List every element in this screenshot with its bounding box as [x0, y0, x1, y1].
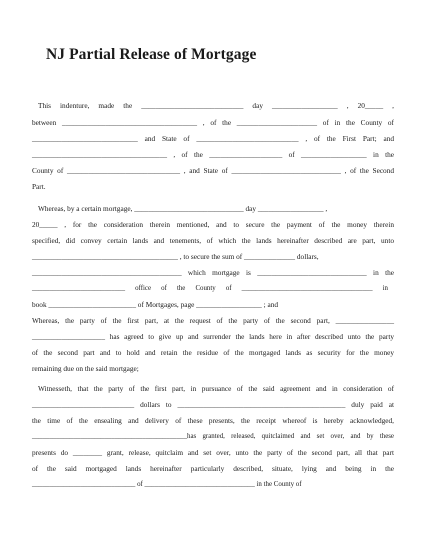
paragraph-line: specified, did convey certain lands and tenements, of which the lands hereinafter described are part, unto [32, 236, 394, 245]
paragraph-line: of the second part and to hold and retain the residue of the mortgaged lands as security for the money [32, 348, 394, 357]
paragraph-line: ___________________________ office of the County of ______________________________________ in [32, 285, 388, 292]
paragraph-line: book ________________________ of Mortgages, page __________________ ; and [32, 300, 279, 309]
paragraph-line: presents do ________ grant, release, quitclaim and set over, unto the party of the second part, all that part [32, 448, 394, 457]
paragraph-line: _____________________________________________has granted, released, quitclaimed and set over, and by these [32, 433, 394, 440]
paragraph-line: Witnesseth, that the party of the first part, in pursuance of the said agreement and in consideration of [38, 384, 394, 393]
paragraph-line: _____________________________ and State of ____________________________ , of the First Part; and [32, 134, 394, 143]
paragraph-line: ____________________ has agreed to give up and surrender the lands here in after described unto the party [32, 332, 394, 341]
paragraph-line: remaining due on the said mortgage; [32, 364, 139, 373]
paragraph-line: between _____________________________________ , of the ______________________ of in the County of [32, 118, 394, 127]
paragraph-line: County of _______________________________ , and State of ______________________________ , of the Second [32, 166, 394, 175]
paragraph-line: ______________________________ of ________________________________ in the County of [32, 481, 302, 488]
paragraph-line: Part. [32, 182, 46, 191]
paragraph-line: Whereas, the party of the first part, at the request of the party of the second part, ________________ [32, 316, 394, 325]
paragraph-line: ________________________________________ , to secure the sum of ______________ dollars, [32, 252, 319, 261]
paragraph-line: _________________________________________ which mortgage is ______________________________ in the [32, 268, 394, 277]
paragraph-line: of the said mortgaged lands hereinafter particularly described, situate, lying and being in the [32, 464, 394, 473]
paragraph-line: Whereas, by a certain mortgage, ______________________________ day __________________ , [38, 204, 328, 213]
document-title: NJ Partial Release of Mortgage [46, 46, 257, 63]
paragraph-line: _____________________________________ , of the ____________________ of __________________ in the [32, 150, 394, 159]
paragraph-line: the time of the ensealing and delivery of these presents, the receipt whereof is hereby acknowledged, [32, 416, 394, 425]
paragraph-line: ____________________________ dollars to ______________________________________________ duly paid at [32, 400, 394, 409]
paragraph-line: 20_____ , for the consideration therein mentioned, and to secure the payment of the money therein [32, 220, 394, 229]
paragraph-line: This indenture, made the ____________________________ day __________________ , 20_____ , [38, 101, 394, 110]
